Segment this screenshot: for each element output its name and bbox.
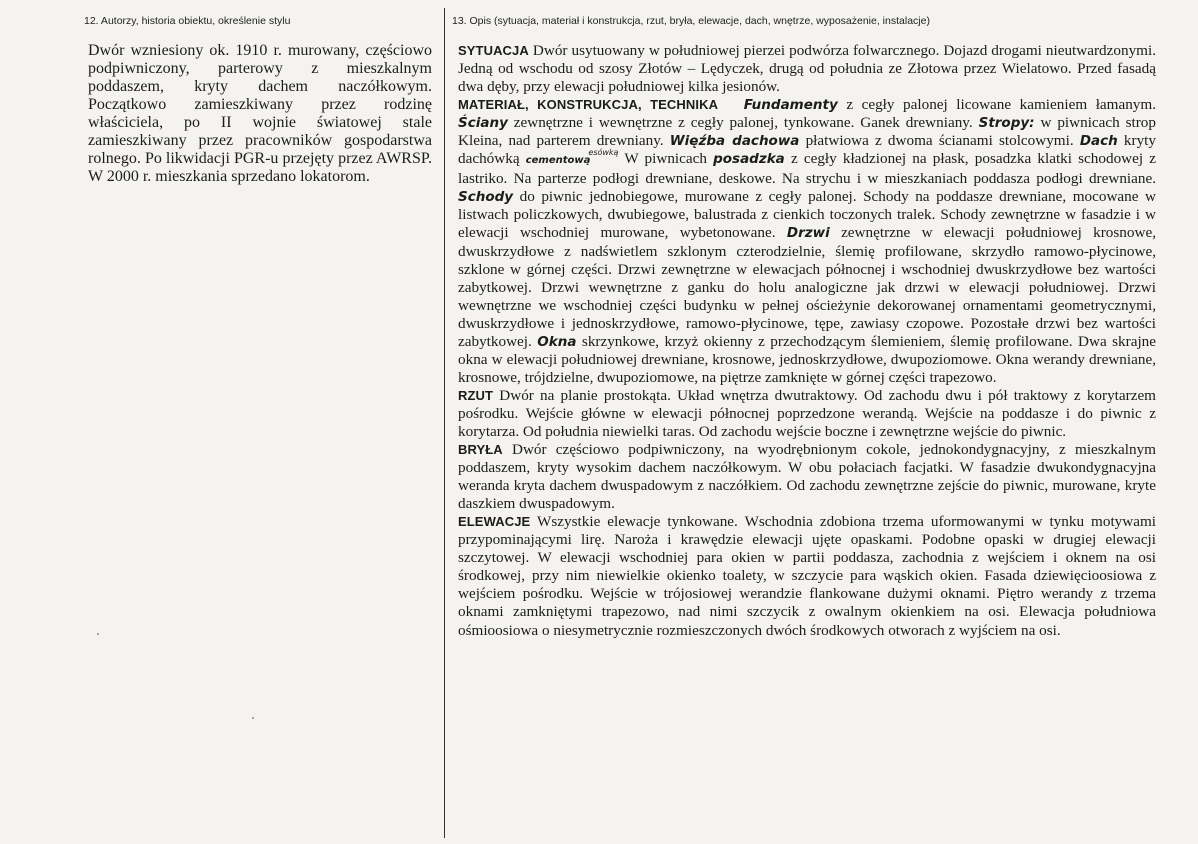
paragraph-rzut [458,387,1156,441]
handwritten-stropy: Stropy: [978,115,1035,132]
handwritten-schody: Schody [458,189,514,206]
text-elewacje: Wszystkie elewacje tynkowane. Wschodnia zdobiona trzema uformowanymi w tynku motywami przypominającymi lirę. Naroża i krawędzie elewacji ujęte opaskami. Podobne opaski w drugiej elewacji szczytowej. W elewacji wschodniej para okien w partii poddasza, zachodnia z wejściem i oknem na osi środkowej, przy nim niewielkie okienko toalety, w szczycie para wąskich okien. Fasada dziewięcioosiowa z wejściem pośrodku. Wejście w trójosiowej werandzie flankowane dużymi oknami. Piętro werandy z trzema oknami zamkniętymi trapezowo, nad nimi szczycik z owalnym okienkiem na osi. Elewacja południowa ośmioosiowa o niesymetrycznie rozmieszczonych dwóch środkowych otworach z wyjściem na osi. [458,513,1156,639]
handwritten-posadzka: posadzka [713,151,785,168]
scan-speck [97,633,99,635]
label-elewacje: ELEWACJE [458,514,531,530]
text-material-2: zewnętrzne i wewnętrzne z cegły palonej, tynkowane. Ganek drewniany. [507,114,979,132]
label-rzut: RZUT [458,387,494,403]
history-text: Dwór wzniesiony ok. 1910 r. murowany, częściowo podpiwniczony, parterowy z mieszkalnym poddaszem, kryty dachem naczółkowym. Początkowo zamieszkiwany przez rodzinę właściciela, po II wojnie światowej stale zamieszkiwany przez pracowników gospodarstwa rolnego. Po likwidacji PGR-u przejęty przez AWRSP. W 2000 r. mieszkania sprzedano lokatorom. [88,42,432,185]
handwritten-fundamenty: Fundamenty [743,97,838,114]
description-body [458,42,1156,640]
paragraph-elewacje [458,513,1156,639]
right-column [450,0,1160,844]
paragraph-sytuacja [458,42,1156,96]
text-material-6: W piwnicach [618,150,714,168]
label-sytuacja: SYTUACJA [458,43,529,58]
label-material: MATERIAŁ, KONSTRUKCJA, TECHNIKA [458,97,719,113]
handwritten-cementowa: cementową [525,155,591,167]
paragraph-bryla [458,441,1156,513]
label-bryla: BRYŁA [458,442,503,458]
column-divider [444,8,445,838]
section-13-header: 13. Opis (sytuacja, materiał i konstrukcja, rzut, bryła, elewacje, dach, wnętrze, wyposażenie, instalacje) [452,15,930,27]
handwritten-dach: Dach [1079,133,1118,150]
text-material-10: skrzynkowe, krzyż okienny z przechodzącym ślemieniem, ślemię profilowane. Dwa skrajne okna w elewacji południowej drewniane, krosnowe, jednoskrzydłowe, dwupoziomowe. Okna werandy drewniane, krosnowe, trójdzielne, dwupoziomowe, na piętrze zamknięte w górnej części trapezowo. [458,332,1156,386]
handwritten-okna: Okna [537,333,577,350]
handwritten-sciany: Ściany [458,115,508,132]
text-material-9: zewnętrzne w elewacji południowej krosnowe, dwuskrzydłowe z nadświetlem szklonym czterodzielnie, ślemię profilowane, skrzydło ramowo-płycinowe, szklone w górnej części. Drzwi zewnętrzne w elewacjach północnej i wschodniej dwuskrzydłowe bez wartości zabytkowej. Drzwi wewnętrzne z ganku do holu analogiczne jak drzwi w elewacji południowej. Drzwi wewnętrzne we wschodniej części budynku w pełnej ościeżynie dekorowanej ornamentami geometrycznymi, dwuskrzydłowe i jednoskrzydłowe, ramowo-płycinowe, tępe, zawiasy czopowe. Pozostałe drzwi bez wartości zabytkowej. [458,224,1157,350]
paragraph-material [458,96,1156,387]
text-material-8: do piwnic jednobiegowe, murowane z cegły palonej. Schody na poddasze drewniane, mocowane w listwach policzkowych, dwubiegowe, balustrada z cienkich toczonych tralek. Schody zewnętrzne w fasadzie i w elewacji wschodniej murowane, wybetonowane. [458,188,1156,242]
text-material-1: z cegły palonej licowane kamieniem łamanym. [837,96,1157,114]
scan-speck [252,717,254,719]
text-material-3: w piwnicach strop Kleina, nad parterem drewniany. [458,114,1156,150]
text-sytuacja: Dwór usytuowany w południowej pierzei podwórza folwarcznego. Dojazd drogami nieutwardzonymi. Jedną od wschodu od szosy Złotów – Lędyczek, drugą od południa ze Złotowa przez Wielatowo. Przed fasadą dwa dęby, przy elewacji południowej kilka jesionów. [458,42,1156,96]
left-column [76,0,444,844]
text-material-4: płatwiowa z dwoma ścianami stolcowymi. [799,132,1080,150]
text-rzut: Dwór na planie prostokąta. Układ wnętrza dwutraktowy. Od zachodu dwu i pół traktowy z korytarzem pośrodku. Wejście główne w elewacji północnej poprzedzone werandą. Wejście na poddasze i do piwnic z korytarza. Od południa niewielki taras. Od zachodu wejście boczne i zewnętrzne wejście do piwnic. [458,386,1156,440]
text-material-7: z cegły kładzionej na płask, posadzka klatki schodowej z lastriko. Na parterze podłogi drewniane, deskowe. Na strychu i w mieszkaniach poddasza podłogi drewniane. [458,150,1156,188]
handwritten-wiezba: Więźba dachowa [669,133,800,150]
text-material-5: kryty dachówką [458,132,1156,168]
handwritten-drzwi: Drzwi [786,225,830,242]
handwritten-esowka: esówką [588,148,619,158]
text-bryla: Dwór częściowo podpiwniczony, na wyodrębnionym cokole, jednokondygnacyjny, z mieszkalnym poddaszem, kryty wysokim dachem naczółkowym. W obu połaciach facjatki. W fasadzie dwukondygnacyjna weranda kryta dachem dwuspadowym z naczółkiem. Od zachodu zewnętrzne zejście do piwnic, murowane, kryte daszkiem dwuspadowym. [458,441,1156,513]
section-12-header: 12. Autorzy, historia obiektu, określenie stylu [84,15,291,27]
